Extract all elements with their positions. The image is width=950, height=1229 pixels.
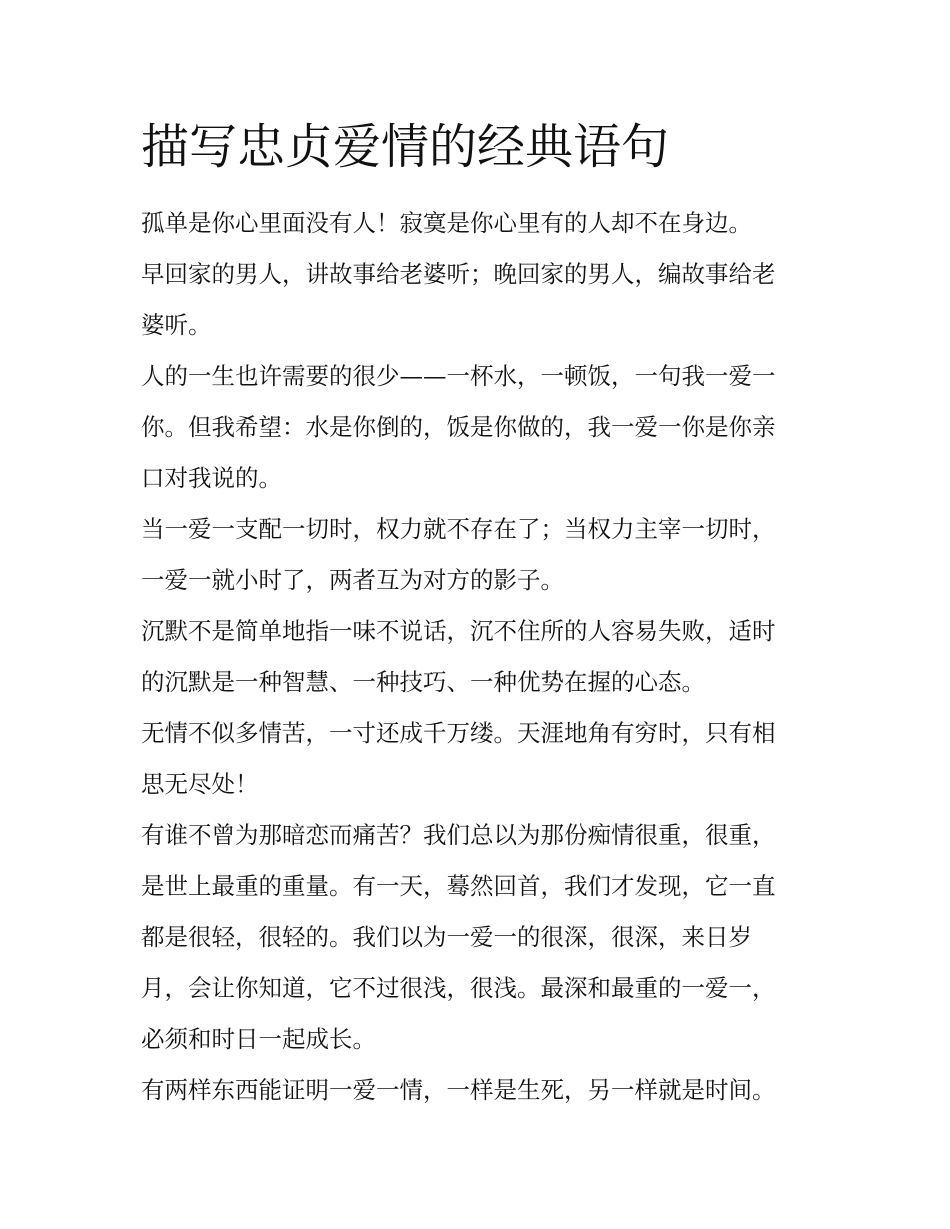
paragraph-2 — [141, 249, 821, 351]
text-line: 口对我说的。 — [141, 464, 282, 492]
text-line: 你。但我希望：水是你倒的，饭是你做的，我一爱一你是你亲 — [141, 413, 776, 441]
text-line: 早回家的男人，讲故事给老婆听；晚回家的男人，编故事给老 — [141, 260, 776, 288]
text-line: 当一爱一支配一切时，权力就不存在了；当权力主宰一切时， — [141, 515, 776, 543]
paragraph-8 — [141, 1065, 821, 1116]
text-line: 是世上最重的重量。有一天，蓦然回首，我们才发现，它一直 — [141, 872, 776, 900]
paragraph-3 — [141, 351, 821, 504]
document-title: 描写忠贞爱情的经典语句 — [141, 119, 670, 175]
paragraph-7 — [141, 810, 821, 1065]
paragraph-1 — [141, 198, 821, 249]
text-line: 孤单是你心里面没有人！寂寞是你心里有的人却不在身边。 — [141, 209, 752, 237]
text-line: 都是很轻，很轻的。我们以为一爱一的很深，很深，来日岁 — [141, 923, 752, 951]
text-line: 人的一生也许需要的很少——一杯水，一顿饭，一句我一爱一 — [141, 362, 776, 390]
text-line: 无情不似多情苦，一寸还成千万缕。天涯地角有穷时，只有相 — [141, 719, 776, 747]
paragraph-5 — [141, 606, 821, 708]
paragraph-4 — [141, 504, 821, 606]
text-line: 有谁不曾为那暗恋而痛苦？我们总以为那份痴情很重，很重， — [141, 821, 776, 849]
text-line: 一爱一就小时了，两者互为对方的影子。 — [141, 566, 564, 594]
text-line: 有两样东西能证明一爱一情，一样是生死，另一样就是时间。 — [141, 1076, 776, 1104]
paragraph-6 — [141, 708, 821, 810]
text-line: 的沉默是一种智慧、一种技巧、一种优势在握的心态。 — [141, 668, 705, 696]
text-line: 必须和时日一起成长。 — [141, 1025, 376, 1053]
text-line: 沉默不是简单地指一味不说话，沉不住所的人容易失败，适时 — [141, 617, 776, 645]
text-line: 思无尽处！ — [141, 770, 259, 798]
text-line: 月，会让你知道，它不过很浅，很浅。最深和最重的一爱一， — [141, 974, 776, 1002]
text-line: 婆听。 — [141, 311, 212, 339]
document-body — [141, 198, 821, 1116]
